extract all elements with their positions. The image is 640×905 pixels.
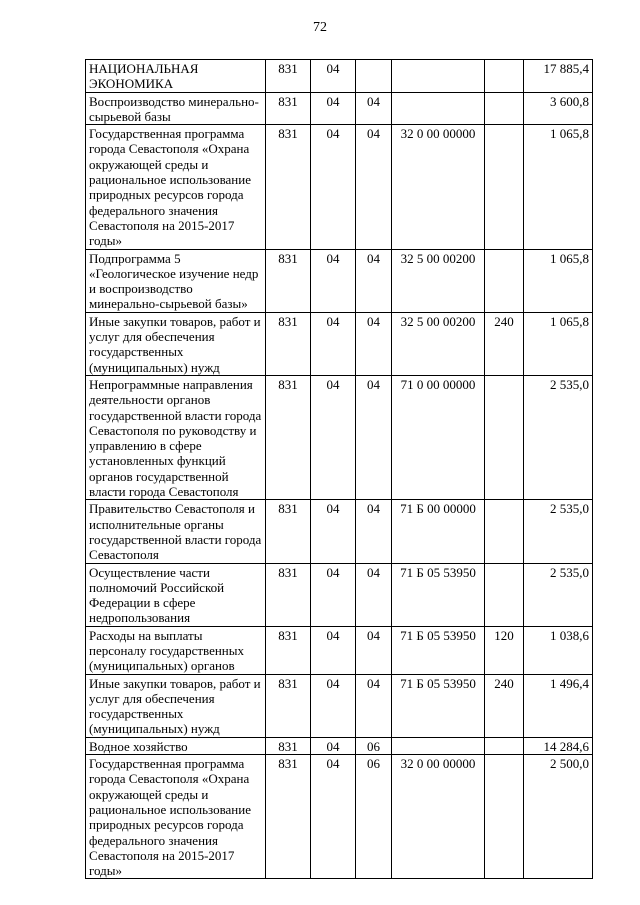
row-target: 32 0 00 00000 xyxy=(392,755,485,879)
table-row xyxy=(86,755,593,879)
row-type xyxy=(485,92,524,125)
row-type xyxy=(485,60,524,93)
page-number: 72 xyxy=(313,20,327,35)
row-subsection: 04 xyxy=(356,563,392,626)
table-row xyxy=(86,375,593,499)
row-section: 04 xyxy=(311,563,356,626)
row-subsection xyxy=(356,60,392,93)
row-section: 04 xyxy=(311,737,356,754)
row-amount: 2 535,0 xyxy=(524,500,593,563)
row-type xyxy=(485,500,524,563)
row-code: 831 xyxy=(266,626,311,674)
row-section: 04 xyxy=(311,500,356,563)
row-target: 32 5 00 00200 xyxy=(392,312,485,375)
row-section: 04 xyxy=(311,60,356,93)
row-subsection: 04 xyxy=(356,312,392,375)
table-row xyxy=(86,563,593,626)
row-name: Государственная программа города Севастополя «Охрана окружающей среды и рациональное использование природных ресурсов города федерального значения Севастополя на 2015-2017 годы» xyxy=(86,125,266,249)
row-subsection: 04 xyxy=(356,125,392,249)
row-amount: 2 535,0 xyxy=(524,375,593,499)
row-code: 831 xyxy=(266,737,311,754)
table-row xyxy=(86,60,593,93)
row-amount: 1 065,8 xyxy=(524,125,593,249)
table-row xyxy=(86,249,593,312)
row-section: 04 xyxy=(311,249,356,312)
row-section: 04 xyxy=(311,92,356,125)
row-code: 831 xyxy=(266,92,311,125)
row-code: 831 xyxy=(266,125,311,249)
row-type xyxy=(485,125,524,249)
row-name: Водное хозяйство xyxy=(86,737,266,754)
row-amount: 2 500,0 xyxy=(524,755,593,879)
row-subsection: 04 xyxy=(356,500,392,563)
row-subsection: 04 xyxy=(356,249,392,312)
row-amount: 1 065,8 xyxy=(524,249,593,312)
row-subsection: 06 xyxy=(356,755,392,879)
table-row xyxy=(86,92,593,125)
row-amount: 1 038,6 xyxy=(524,626,593,674)
row-code: 831 xyxy=(266,375,311,499)
table-row xyxy=(86,626,593,674)
row-section: 04 xyxy=(311,375,356,499)
row-section: 04 xyxy=(311,312,356,375)
row-code: 831 xyxy=(266,674,311,737)
row-section: 04 xyxy=(311,674,356,737)
row-type xyxy=(485,737,524,754)
row-subsection: 04 xyxy=(356,92,392,125)
row-type: 120 xyxy=(485,626,524,674)
row-subsection: 04 xyxy=(356,674,392,737)
row-amount: 3 600,8 xyxy=(524,92,593,125)
row-target: 32 5 00 00200 xyxy=(392,249,485,312)
row-target: 71 Б 00 00000 xyxy=(392,500,485,563)
row-name: НАЦИОНАЛЬНАЯ ЭКОНОМИКА xyxy=(86,60,266,93)
table-row xyxy=(86,312,593,375)
table-row xyxy=(86,125,593,249)
row-type xyxy=(485,249,524,312)
row-subsection: 04 xyxy=(356,375,392,499)
row-amount: 1 496,4 xyxy=(524,674,593,737)
row-target: 71 0 00 00000 xyxy=(392,375,485,499)
budget-table xyxy=(85,59,593,879)
row-name: Правительство Севастополя и исполнительные органы государственной власти города Севастополя xyxy=(86,500,266,563)
row-name: Расходы на выплаты персоналу государственных (муниципальных) органов xyxy=(86,626,266,674)
row-type xyxy=(485,375,524,499)
row-name: Непрограммные направления деятельности органов государственной власти города Севастополя по руководству и управлению в сфере установленных функций органов государственной власти города Севастополя xyxy=(86,375,266,499)
row-name: Государственная программа города Севастополя «Охрана окружающей среды и рациональное использование природных ресурсов города федерального значения Севастополя на 2015-2017 годы» xyxy=(86,755,266,879)
row-target: 71 Б 05 53950 xyxy=(392,626,485,674)
row-amount: 2 535,0 xyxy=(524,563,593,626)
row-type xyxy=(485,755,524,879)
row-name: Иные закупки товаров, работ и услуг для обеспечения государственных (муниципальных) нужд xyxy=(86,674,266,737)
table-row xyxy=(86,737,593,754)
table-row xyxy=(86,500,593,563)
row-code: 831 xyxy=(266,249,311,312)
row-amount: 14 284,6 xyxy=(524,737,593,754)
row-subsection: 04 xyxy=(356,626,392,674)
row-code: 831 xyxy=(266,563,311,626)
table-row xyxy=(86,674,593,737)
row-code: 831 xyxy=(266,60,311,93)
row-type: 240 xyxy=(485,312,524,375)
row-target: 32 0 00 00000 xyxy=(392,125,485,249)
row-subsection: 06 xyxy=(356,737,392,754)
row-name: Воспроизводство минерально-сырьевой базы xyxy=(86,92,266,125)
row-target: 71 Б 05 53950 xyxy=(392,674,485,737)
row-code: 831 xyxy=(266,500,311,563)
row-target: 71 Б 05 53950 xyxy=(392,563,485,626)
row-name: Подпрограмма 5 «Геологическое изучение недр и воспроизводство минерально-сырьевой базы» xyxy=(86,249,266,312)
row-section: 04 xyxy=(311,755,356,879)
row-name: Осуществление части полномочий Российской Федерации в сфере недропользования xyxy=(86,563,266,626)
row-amount: 17 885,4 xyxy=(524,60,593,93)
row-target xyxy=(392,737,485,754)
row-amount: 1 065,8 xyxy=(524,312,593,375)
row-code: 831 xyxy=(266,312,311,375)
row-type: 240 xyxy=(485,674,524,737)
row-code: 831 xyxy=(266,755,311,879)
row-name: Иные закупки товаров, работ и услуг для обеспечения государственных (муниципальных) нужд xyxy=(86,312,266,375)
row-target xyxy=(392,92,485,125)
row-type xyxy=(485,563,524,626)
row-target xyxy=(392,60,485,93)
row-section: 04 xyxy=(311,626,356,674)
row-section: 04 xyxy=(311,125,356,249)
